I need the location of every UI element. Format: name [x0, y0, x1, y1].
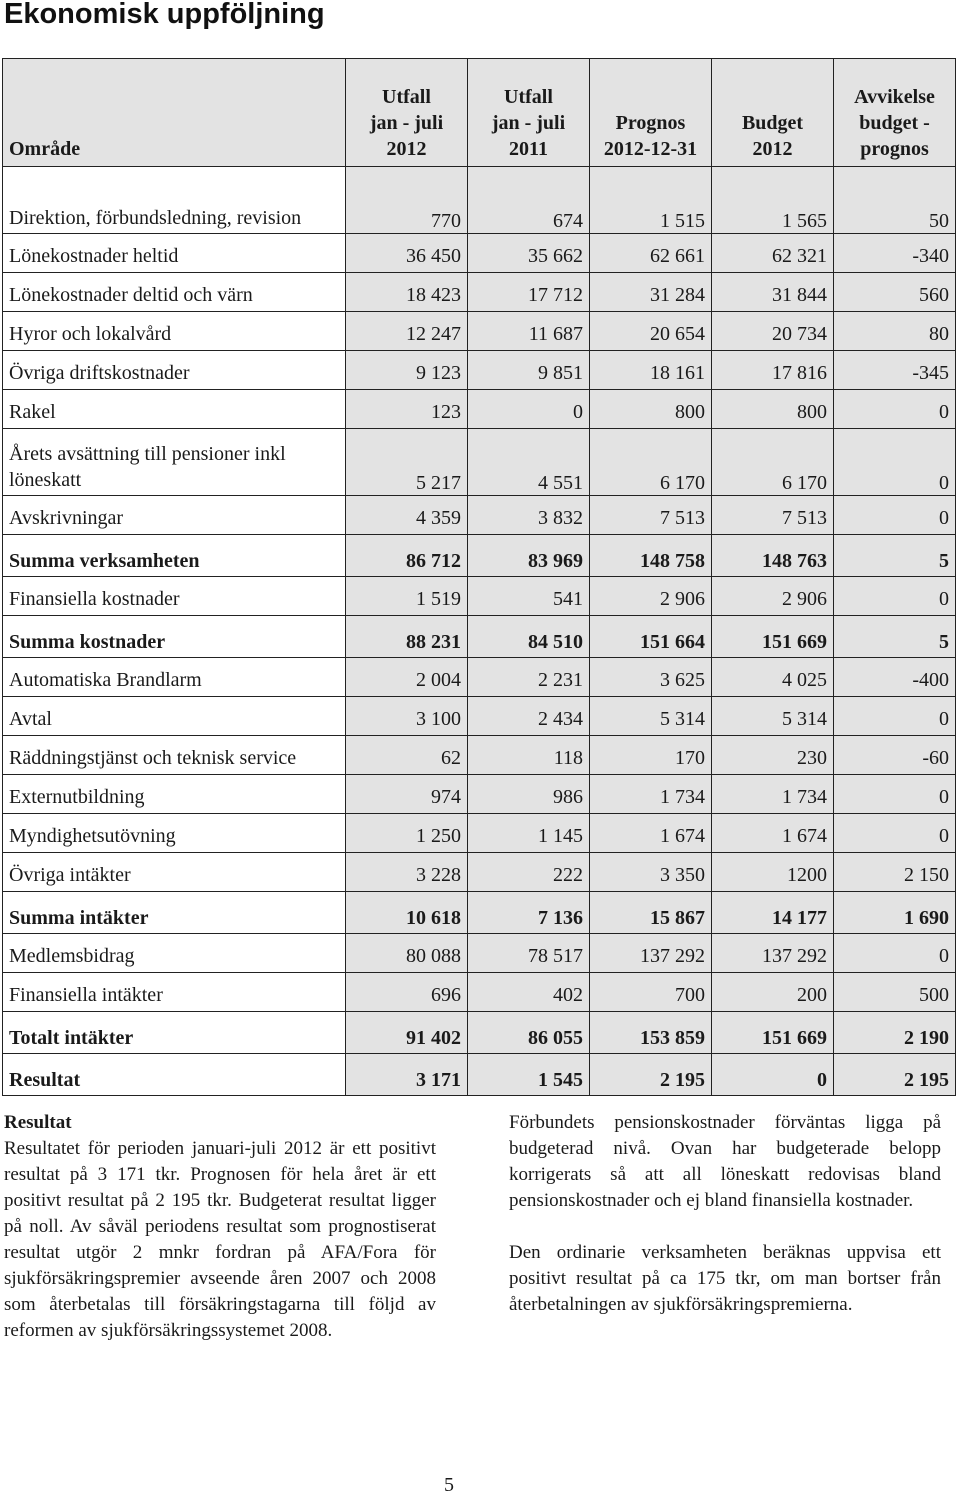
cell-value: 541 [468, 577, 590, 616]
cell-value: 31 284 [590, 273, 712, 312]
cell-value: 148 763 [712, 535, 834, 577]
cell-value: 11 687 [468, 312, 590, 351]
cell-value: 500 [834, 973, 956, 1012]
cell-value: 800 [712, 390, 834, 429]
financial-table [2, 58, 956, 1096]
cell-value: 151 669 [712, 616, 834, 658]
cell-value: 83 969 [468, 535, 590, 577]
table-row [3, 312, 956, 351]
cell-value: 35 662 [468, 234, 590, 273]
cell-value: 20 654 [590, 312, 712, 351]
cell-value: 402 [468, 973, 590, 1012]
cell-value: 1 674 [590, 814, 712, 853]
summary-row [3, 616, 956, 658]
page-number: 5 [444, 1474, 454, 1496]
cell-value: 3 228 [346, 853, 468, 892]
cell-value: 7 513 [712, 496, 834, 535]
header-avvikelse: Avvikelse budget - prognos [834, 59, 956, 167]
cell-value: 1 519 [346, 577, 468, 616]
cell-value: 0 [834, 814, 956, 853]
cell-value: 153 859 [590, 1012, 712, 1054]
cell-value: 986 [468, 775, 590, 814]
cell-value: 3 100 [346, 697, 468, 736]
body-paragraph: Den ordinarie verksamheten beräknas uppvisa ett positivt resultat på ca 175 tkr, om man bortser från återbetalningen av sjukförsäkringspremierna. [509, 1242, 941, 1315]
summary-row [3, 1012, 956, 1054]
right-text-column [509, 1110, 941, 1318]
cell-value: 14 177 [712, 892, 834, 934]
cell-value: 0 [712, 1054, 834, 1096]
table-row [3, 934, 956, 973]
cell-value: 3 832 [468, 496, 590, 535]
cell-value: 0 [834, 775, 956, 814]
cell-value: 148 758 [590, 535, 712, 577]
cell-value: 0 [834, 577, 956, 616]
cell-value: 560 [834, 273, 956, 312]
header-prognos: Prognos 2012-12-31 [590, 59, 712, 167]
body-paragraph: Förbundets pensionskostnader förväntas ligga på budgeterad nivå. Ovan har budgeterade belopp korrigerats så att all löneskatt redovisas bland pensionskostnader och ej bland finansiella kostnader. [509, 1112, 941, 1211]
table-row [3, 234, 956, 273]
row-label: Avskrivningar [3, 496, 346, 535]
cell-value: 2 231 [468, 658, 590, 697]
cell-value: 2 190 [834, 1012, 956, 1054]
row-label: Övriga driftskostnader [3, 351, 346, 390]
cell-value: 10 618 [346, 892, 468, 934]
row-label: Finansiella kostnader [3, 577, 346, 616]
cell-value: 9 851 [468, 351, 590, 390]
row-label: Finansiella intäkter [3, 973, 346, 1012]
cell-value: 2 195 [834, 1054, 956, 1096]
cell-value: 78 517 [468, 934, 590, 973]
row-label: Myndighetsutövning [3, 814, 346, 853]
header-omrade: Område [3, 59, 346, 167]
table-row [3, 658, 956, 697]
paragraph-spacer [509, 1214, 941, 1240]
cell-value: 123 [346, 390, 468, 429]
row-label: Avtal [3, 697, 346, 736]
cell-value: 1 734 [590, 775, 712, 814]
cell-value: 1 690 [834, 892, 956, 934]
table-row [3, 577, 956, 616]
table-row [3, 697, 956, 736]
cell-value: 137 292 [590, 934, 712, 973]
cell-value: 230 [712, 736, 834, 775]
row-label: Summa verksamheten [3, 535, 346, 577]
cell-value: -400 [834, 658, 956, 697]
cell-value: 974 [346, 775, 468, 814]
page-title: Ekonomisk uppföljning [4, 0, 325, 30]
cell-value: 5 217 [346, 429, 468, 496]
cell-value: 4 025 [712, 658, 834, 697]
cell-value: 674 [468, 167, 590, 234]
table-row [3, 814, 956, 853]
row-label: Övriga intäkter [3, 853, 346, 892]
summary-row [3, 535, 956, 577]
cell-value: 770 [346, 167, 468, 234]
summary-row [3, 892, 956, 934]
cell-value: 88 231 [346, 616, 468, 658]
cell-value: 1 145 [468, 814, 590, 853]
cell-value: 700 [590, 973, 712, 1012]
row-label: Rakel [3, 390, 346, 429]
cell-value: 118 [468, 736, 590, 775]
cell-value: 2 195 [590, 1054, 712, 1096]
row-label: Externutbildning [3, 775, 346, 814]
cell-value: 1200 [712, 853, 834, 892]
table-row [3, 351, 956, 390]
table-header-row [3, 59, 956, 167]
cell-value: 0 [834, 496, 956, 535]
cell-value: 7 513 [590, 496, 712, 535]
cell-value: 5 [834, 535, 956, 577]
cell-value: 5 314 [590, 697, 712, 736]
cell-value: 1 674 [712, 814, 834, 853]
cell-value: 50 [834, 167, 956, 234]
table-row [3, 390, 956, 429]
cell-value: 5 [834, 616, 956, 658]
cell-value: 151 669 [712, 1012, 834, 1054]
row-label: Totalt intäkter [3, 1012, 346, 1054]
cell-value: 5 314 [712, 697, 834, 736]
cell-value: 86 055 [468, 1012, 590, 1054]
cell-value: 2 150 [834, 853, 956, 892]
cell-value: 7 136 [468, 892, 590, 934]
row-label: Resultat [3, 1054, 346, 1096]
cell-value: 151 664 [590, 616, 712, 658]
cell-value: 3 171 [346, 1054, 468, 1096]
header-utfall-2011: Utfall jan - juli 2011 [468, 59, 590, 167]
cell-value: 2 906 [590, 577, 712, 616]
row-label: Lönekostnader heltid [3, 234, 346, 273]
cell-value: 170 [590, 736, 712, 775]
cell-value: 4 359 [346, 496, 468, 535]
cell-value: 62 [346, 736, 468, 775]
cell-value: 1 515 [590, 167, 712, 234]
cell-value: 20 734 [712, 312, 834, 351]
cell-value: 15 867 [590, 892, 712, 934]
cell-value: 2 004 [346, 658, 468, 697]
cell-value: 2 906 [712, 577, 834, 616]
cell-value: -345 [834, 351, 956, 390]
cell-value: 91 402 [346, 1012, 468, 1054]
cell-value: 6 170 [590, 429, 712, 496]
cell-value: 1 565 [712, 167, 834, 234]
cell-value: 3 350 [590, 853, 712, 892]
row-label: Räddningstjänst och teknisk service [3, 736, 346, 775]
cell-value: 0 [834, 697, 956, 736]
row-label: Årets avsättning till pensioner inkl löneskatt [3, 429, 346, 496]
cell-value: 18 161 [590, 351, 712, 390]
left-text-column [4, 1110, 436, 1344]
header-utfall-2012: Utfall jan - juli 2012 [346, 59, 468, 167]
cell-value: 84 510 [468, 616, 590, 658]
cell-value: 31 844 [712, 273, 834, 312]
cell-value: 1 250 [346, 814, 468, 853]
cell-value: 18 423 [346, 273, 468, 312]
row-label: Medlemsbidrag [3, 934, 346, 973]
cell-value: 62 661 [590, 234, 712, 273]
cell-value: 86 712 [346, 535, 468, 577]
table-row [3, 775, 956, 814]
cell-value: 2 434 [468, 697, 590, 736]
row-label: Lönekostnader deltid och värn [3, 273, 346, 312]
cell-value: 1 734 [712, 775, 834, 814]
cell-value: 17 816 [712, 351, 834, 390]
cell-value: 0 [468, 390, 590, 429]
cell-value: 696 [346, 973, 468, 1012]
row-label: Automatiska Brandlarm [3, 658, 346, 697]
cell-value: 1 545 [468, 1054, 590, 1096]
cell-value: 36 450 [346, 234, 468, 273]
table-row [3, 273, 956, 312]
row-label: Summa kostnader [3, 616, 346, 658]
cell-value: -60 [834, 736, 956, 775]
cell-value: 62 321 [712, 234, 834, 273]
cell-value: 800 [590, 390, 712, 429]
cell-value: 17 712 [468, 273, 590, 312]
cell-value: 200 [712, 973, 834, 1012]
cell-value: 137 292 [712, 934, 834, 973]
body-paragraph: Resultatet för perioden januari-juli 2012 är ett positivt resultat på 3 171 tkr. Prognosen för hela året är ett positivt resultat på 2 195 tkr. Budgeterat resultat ligger på noll. Av såväl periodens resultat som prognostiserat resultat utgör 2 mnkr fordran på AFA/Fora för sjukförsäkringspremier avseende åren 2007 och 2008 som återbetalas till försäkringstagarna till följd av reformen av sjukförsäkringssystemet 2008. [4, 1138, 436, 1341]
cell-value: 3 625 [590, 658, 712, 697]
header-budget: Budget 2012 [712, 59, 834, 167]
table-row [3, 736, 956, 775]
cell-value: 4 551 [468, 429, 590, 496]
cell-value: 9 123 [346, 351, 468, 390]
cell-value: 222 [468, 853, 590, 892]
table-row [3, 853, 956, 892]
row-label: Hyror och lokalvård [3, 312, 346, 351]
cell-value: 80 088 [346, 934, 468, 973]
summary-row [3, 1054, 956, 1096]
cell-value: 0 [834, 934, 956, 973]
cell-value: 80 [834, 312, 956, 351]
section-heading: Resultat [4, 1112, 72, 1133]
cell-value: 0 [834, 429, 956, 496]
cell-value: 12 247 [346, 312, 468, 351]
row-label: Direktion, förbundsledning, revision [3, 167, 346, 234]
table-row [3, 496, 956, 535]
row-label: Summa intäkter [3, 892, 346, 934]
table-row [3, 167, 956, 234]
cell-value: 6 170 [712, 429, 834, 496]
cell-value: 0 [834, 390, 956, 429]
table-row [3, 973, 956, 1012]
cell-value: -340 [834, 234, 956, 273]
table-row [3, 429, 956, 496]
